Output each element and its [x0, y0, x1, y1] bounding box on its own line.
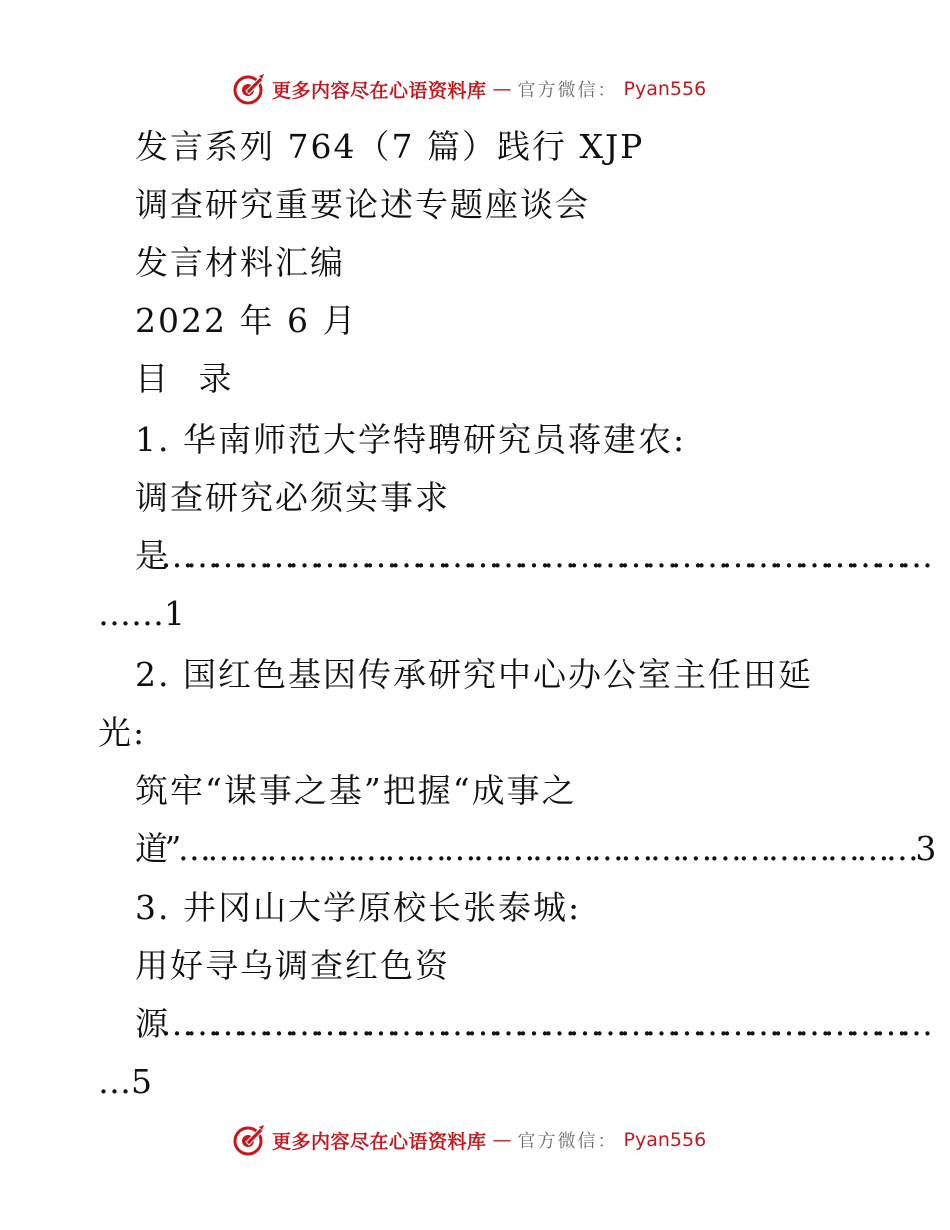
toc-entry-3-page-line: [98, 1062, 154, 1102]
watermark-wechat-id: Pyan556: [623, 1129, 707, 1151]
toc-entry-3-page: 5: [131, 1062, 154, 1101]
watermark-text: 更多内容尽在心语资料库: [272, 79, 487, 102]
toc-entry-1-leader: ………………………………………………………………………………: [160, 536, 926, 575]
watermark-label: 官方微信：: [517, 1131, 618, 1152]
toc-entry-2-leader: …………………………………………………………………: [177, 829, 916, 868]
toc-entry-1-page: 1: [164, 594, 187, 633]
watermark-label: 官方微信：: [517, 80, 618, 101]
toc-entry-3-title: 用好寻乌调查红色资: [135, 946, 450, 985]
toc-entry-2-page: 3: [915, 829, 933, 868]
doc-title-line-1: 发言系列 764（7 篇）践行 XJP: [135, 127, 645, 166]
doc-date: 2022 年 6 月: [135, 301, 358, 340]
toc-entry-2-title: 筑牢“谋事之基”把握“成事之: [135, 771, 577, 810]
watermark-separator: —: [492, 78, 512, 100]
toc-entry-1-title-end: 是: [135, 536, 161, 575]
watermark-banner-bottom: [232, 1122, 706, 1158]
watermark-separator: —: [492, 1129, 512, 1151]
toc-entry-3-title-end: 源: [135, 1004, 161, 1043]
watermark-banner-top: [232, 71, 706, 107]
watermark-text: 更多内容尽在心语资料库: [272, 1130, 487, 1153]
toc-entry-2-heading-cont: 光:: [98, 713, 147, 752]
doc-title-line-3: 发言材料汇编: [135, 243, 345, 282]
toc-entry-1-title-cont: [135, 536, 926, 576]
logo-icon: [232, 72, 266, 106]
toc-entry-3-leader-cont: …: [98, 1062, 131, 1101]
toc-entry-2-title-cont: [135, 829, 933, 869]
doc-title-line-2: 调查研究重要论述专题座谈会: [135, 185, 590, 224]
toc-entry-1-page-line: [98, 594, 187, 634]
toc-heading: 目 录: [135, 359, 242, 398]
toc-entry-3-heading: 3. 井冈山大学原校长张泰城:: [135, 888, 582, 927]
toc-entry-2-title-end: 道”: [135, 829, 178, 868]
logo-icon: [232, 1123, 266, 1157]
toc-entry-1-title: 调查研究必须实事求: [135, 478, 450, 517]
toc-entry-1-leader-cont: ……: [98, 594, 164, 633]
toc-entry-1-heading: 1. 华南师范大学特聘研究员蒋建农:: [135, 420, 687, 459]
toc-entry-3-leader: ………………………………………………………………………………: [160, 1004, 926, 1043]
toc-entry-3-title-cont: [135, 1004, 926, 1044]
watermark-wechat-id: Pyan556: [623, 78, 707, 100]
toc-entry-2-heading: 2. 国红色基因传承研究中心办公室主任田延: [135, 655, 813, 694]
